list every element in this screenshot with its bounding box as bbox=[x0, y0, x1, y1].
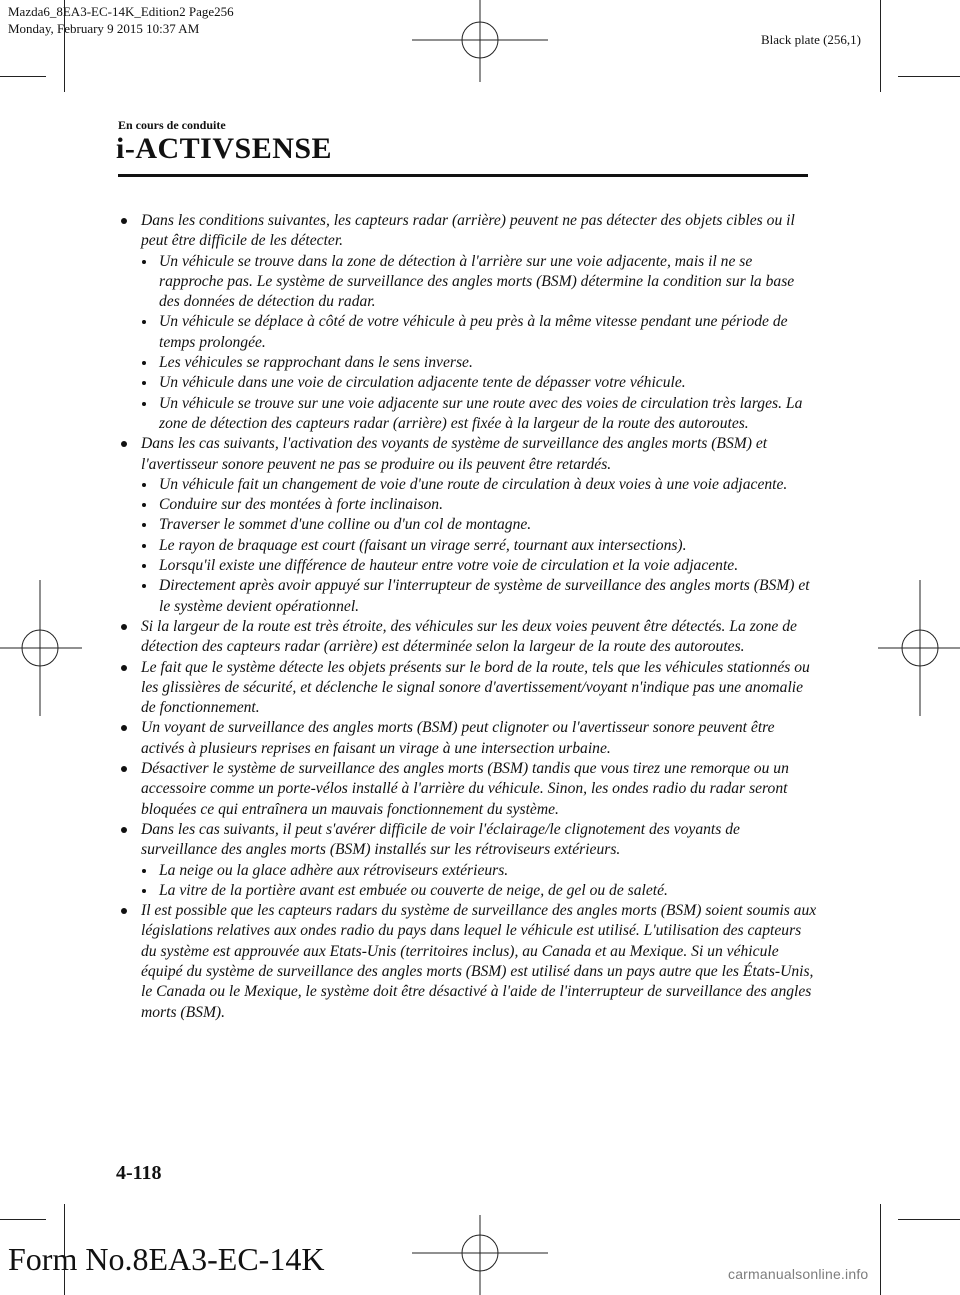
section-label: En cours de conduite bbox=[118, 118, 226, 132]
crop-mark bbox=[0, 76, 46, 77]
plate-info: Black plate (256,1) bbox=[761, 32, 861, 47]
bullet-item: Dans les conditions suivantes, les capteurs radar (arrière) peuvent ne pas détecter des objets cibles ou il peut être difficile de les détecter. bbox=[117, 211, 817, 252]
sub-bullet-item: La neige ou la glace adhère aux rétroviseurs extérieurs. bbox=[117, 861, 817, 881]
bullet-item: Si la largeur de la route est très étroite, des véhicules sur les deux voies peuvent être détectés. La zone de détection des capteurs radar (arrière) est déterminée selon la largeur de la route des autoroutes. bbox=[117, 617, 817, 658]
sub-bullet-item: Un véhicule fait un changement de voie d'une route de circulation à deux voies à une voie adjacente. bbox=[117, 475, 817, 495]
crop-mark bbox=[880, 1204, 881, 1295]
sub-bullet-item: Lorsqu'il existe une différence de hauteur entre votre voie de circulation et la voie adjacente. bbox=[117, 556, 817, 576]
header-rule bbox=[118, 174, 808, 177]
bullet-item: Désactiver le système de surveillance des angles morts (BSM) tandis que vous tirez une remorque ou un accessoire comme un porte-vélos installé à l'arrière du véhicule. Sinon, les ondes radio du radar seront bloquées ce qui entraînera un mauvais fonctionnement du système. bbox=[117, 759, 817, 820]
crop-mark bbox=[880, 0, 881, 92]
sub-bullet-item: Traverser le sommet d'une colline ou d'un col de montagne. bbox=[117, 515, 817, 535]
crop-mark bbox=[898, 76, 960, 77]
sub-bullet-item: Un véhicule se trouve sur une voie adjacente sur une route avec des voies de circulation très larges. La zone de détection des capteurs radar (arrière) est fixée à la largeur de la route des autoroutes. bbox=[117, 394, 817, 435]
page-number: 4-118 bbox=[116, 1162, 162, 1184]
bullet-item: Le fait que le système détecte les objets présents sur le bord de la route, tels que les véhicules stationnés ou les glissières de sécurité, et déclenche le signal sonore d'avertissement/voyant n'indique pas une anomalie de fonctionnement. bbox=[117, 658, 817, 719]
registration-mark-bottom bbox=[412, 1215, 548, 1295]
sub-bullet-item: Les véhicules se rapprochant dans le sens inverse. bbox=[117, 353, 817, 373]
sub-bullet-item: Un véhicule se déplace à côté de votre véhicule à peu près à la même vitesse pendant une période de temps prolongée. bbox=[117, 312, 817, 353]
sub-bullet-item: La vitre de la portière avant est embuée ou couverte de neige, de gel ou de saleté. bbox=[117, 881, 817, 901]
registration-mark-top bbox=[412, 0, 548, 82]
print-date: Monday, February 9 2015 10:37 AM bbox=[8, 21, 200, 36]
watermark: carmanualsonline.info bbox=[728, 1266, 869, 1282]
sub-bullet-item: Directement après avoir appuyé sur l'interrupteur de système de surveillance des angles morts (BSM) et le système devient opérationnel. bbox=[117, 576, 817, 617]
sub-bullet-item: Un véhicule se trouve dans la zone de détection à l'arrière sur une voie adjacente, mais il ne se rapproche pas. Le système de surveillance des angles morts (BSM) détermine la condition sur la base des données de détection du radar. bbox=[117, 252, 817, 313]
bullet-item: Un voyant de surveillance des angles morts (BSM) peut clignoter ou l'avertisseur sonore peuvent être activés à plusieurs reprises en faisant un virage à une intersection urbaine. bbox=[117, 718, 817, 759]
bullet-item: Dans les cas suivants, l'activation des voyants de système de surveillance des angles morts (BSM) et l'avertisseur sonore peuvent ne pas se produire ou ils peuvent être retardés. bbox=[117, 434, 817, 475]
crop-mark bbox=[898, 1219, 960, 1220]
sub-bullet-item: Un véhicule dans une voie de circulation adjacente tente de dépasser votre véhicule. bbox=[117, 373, 817, 393]
file-info: Mazda6_8EA3-EC-14K_Edition2 Page256 bbox=[8, 4, 234, 19]
bullet-item: Il est possible que les capteurs radars du système de surveillance des angles morts (BSM) soient soumis aux législations relatives aux ondes radio du pays dans lequel le véhicule est utilisé. L'utilisation des capteurs du système est approuvée aux Etats-Unis (territoires inclus), au Canada et au Mexique. Si un véhicule équipé du système de surveillance des angles morts (BSM) est utilisé dans un pays autre que les États-Unis, le Canada ou le Mexique, le système doit être désactivé à l'aide de l'interrupteur de surveillance des angles morts (BSM). bbox=[117, 901, 817, 1023]
bullet-item: Dans les cas suivants, il peut s'avérer difficile de voir l'éclairage/le clignotement des voyants de surveillance des angles morts (BSM) installés sur les rétroviseurs extérieurs. bbox=[117, 820, 817, 861]
crop-mark bbox=[0, 1219, 46, 1220]
chapter-title: i-ACTIVSENSE bbox=[116, 132, 333, 165]
form-number: Form No.8EA3-EC-14K bbox=[8, 1241, 325, 1277]
bullet-list bbox=[117, 211, 817, 1023]
registration-mark-right bbox=[878, 580, 960, 716]
registration-mark-left bbox=[0, 580, 82, 716]
sub-bullet-item: Conduire sur des montées à forte inclinaison. bbox=[117, 495, 817, 515]
sub-bullet-item: Le rayon de braquage est court (faisant un virage serré, tournant aux intersections). bbox=[117, 536, 817, 556]
